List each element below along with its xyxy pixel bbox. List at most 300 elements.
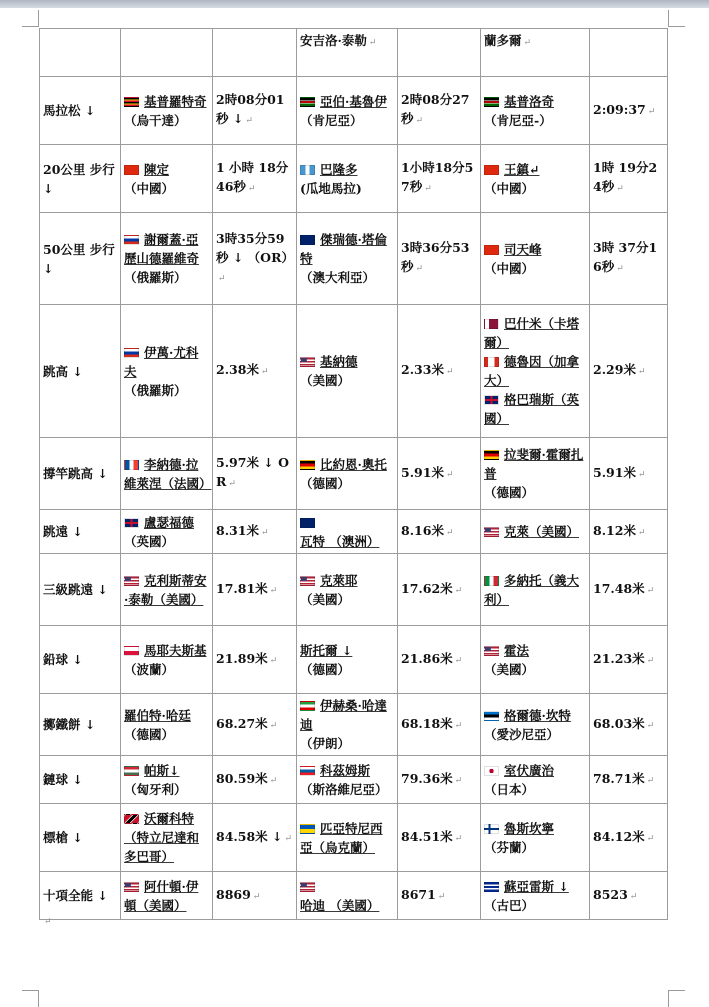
table-row [40,145,668,213]
athlete-line [484,571,586,609]
mark-cell-s[interactable] [398,77,481,145]
result-mark: 2.33米 [401,362,444,377]
result-mark: 8.16米 [401,522,444,538]
athlete-line [124,877,209,915]
crop-mark-top-right [668,10,685,27]
flag-ee-icon [484,711,499,721]
paragraph-mark: ↵ [228,479,236,489]
crop-mark-bottom-right [668,990,685,1007]
mark-cell-s[interactable] [398,145,481,213]
flag-ug-icon [124,97,139,107]
result-mark: 84.58米 ↓ [216,828,283,844]
flag-ru-icon [124,235,139,245]
athlete-line [484,92,586,111]
paragraph-mark: ↵ [445,367,454,377]
athlete-nation: （德國） [300,661,351,677]
athlete-name: 基納德 [320,354,358,369]
flag-gt-icon [300,165,315,175]
athlete-cell-s[interactable] [297,872,398,920]
athlete-name: 馬耶夫斯基 [144,642,207,658]
header-gold-mark-cell[interactable] [213,29,297,77]
result-mark: 8.31米 [216,522,259,538]
athlete-cell-g[interactable] [121,213,213,305]
athlete-nation: (瓜地馬拉) [300,180,362,196]
athlete-nation: （伊朗） [300,736,351,751]
athlete-line [124,455,212,493]
result-mark: 8671 [401,886,436,902]
flag-cn-icon [484,165,499,175]
athlete-cell-g[interactable] [121,510,213,554]
athlete-nation: （芬蘭） [484,839,535,855]
athlete-cell-b[interactable] [481,756,590,804]
paragraph-mark: ↵ [260,367,269,377]
result-mark: 5.97米 ↓ OR [216,455,290,489]
result-mark: 21.23米 [593,650,645,666]
athlete-nation: （德國） [124,726,175,742]
flag-us-icon [300,357,315,367]
athlete-cell-b[interactable] [481,626,590,694]
athlete-name: 伊萬·尤科夫 [124,344,199,379]
athlete-line [300,513,394,551]
athlete-name: 拉斐爾·霍爾扎普 [484,447,584,481]
paragraph-mark: ↵ [44,917,52,927]
athlete-cell-b[interactable] [481,872,590,920]
athlete-cell-s[interactable] [297,305,398,438]
flag-cn-icon [124,165,139,175]
header-silver-mark-cell[interactable] [398,29,481,77]
result-mark: 68.03米 [593,715,645,731]
flag-us-icon [484,527,499,537]
event-cell[interactable] [40,554,121,626]
athlete-line [124,706,209,725]
athlete-line [300,696,394,734]
mark-cell-g[interactable] [213,694,297,756]
athlete-line [300,819,394,857]
paragraph-mark: ↵ [646,655,655,666]
header-row [40,29,668,77]
event-name: 跳高 ↓ [43,363,83,379]
event-cell[interactable] [40,213,121,305]
paragraph-mark: ↵ [454,655,463,666]
result-mark: 84.51米 [401,828,453,844]
paragraph-mark: ↵ [646,775,655,786]
paragraph-mark: ↵ [629,891,638,902]
result-mark: 21.86米 [401,650,453,666]
athlete-name: 哈迪 （美國） [300,897,380,913]
paragraph-mark: ↵ [454,585,463,596]
athlete-line [484,240,586,259]
header-event-cell[interactable] [40,29,121,77]
athlete-line [484,445,586,483]
mark-cell-s[interactable] [398,756,481,804]
athlete-line [484,877,586,896]
result-mark: 3時36分53秒 [401,240,470,274]
crop-mark-bottom-left [22,990,39,1007]
event-cell[interactable] [40,305,121,438]
athlete-name: 基普羅特奇 [144,93,207,109]
athlete-name: 室伏廣治 [504,762,555,778]
result-mark: 2:09:37 [593,101,646,117]
athlete-cell-g[interactable] [121,872,213,920]
mark-cell-g[interactable] [213,305,297,438]
paragraph-mark: ↵ [269,720,278,731]
athlete-name: 斯托爾 ↓ [300,642,353,658]
athlete-nation: （美國） [300,591,351,607]
athlete-line [124,571,209,609]
flag-qa-icon [484,319,499,329]
event-cell[interactable] [40,804,121,872]
result-mark: 21.89米 [216,650,268,666]
athlete-cell-b[interactable] [481,438,590,510]
flag-us-icon [484,646,499,656]
athlete-nation: （德國） [300,475,351,491]
athlete-nation: （德國） [484,485,535,500]
mark-cell-b[interactable] [590,438,668,510]
result-mark: 2時08分01秒 ↓ [216,92,285,126]
paragraph-mark: ↵ [616,264,624,274]
athlete-nation: （肯尼亞） [300,112,363,128]
athlete-cell-g[interactable] [121,626,213,694]
athlete-line [300,761,394,780]
paragraph-mark: ↵ [269,585,278,596]
athlete-cell-g[interactable] [121,438,213,510]
athlete-name: 羅伯特·哈廷 [124,707,191,723]
mark-cell-s[interactable] [398,804,481,872]
event-cell[interactable] [40,872,121,920]
mark-cell-g[interactable] [213,213,297,305]
mark-cell-b[interactable] [590,213,668,305]
athlete-line [124,343,209,381]
mark-cell-s[interactable] [398,626,481,694]
athlete-line [124,230,209,268]
mark-cell-b[interactable] [590,756,668,804]
athlete-name: 克萊（美國） [504,524,580,539]
flag-de-icon [300,460,315,470]
event-name: 鏈球 ↓ [43,772,83,787]
paragraph-mark: ↵ [260,527,269,538]
athlete-name: 匹亞特尼西亞（烏克蘭） [300,820,383,855]
event-name: 三級跳遠 ↓ [43,582,108,597]
result-mark: 17.62米 [401,580,453,596]
result-mark: 79.36米 [401,770,453,786]
paragraph-mark: ↵ [637,527,646,538]
table-row [40,77,668,145]
event-cell[interactable] [40,510,121,554]
result-mark: 1時 19分24秒 [593,160,658,194]
athlete-cell-s[interactable] [297,438,398,510]
athlete-cell-b[interactable] [481,145,590,213]
athlete-name: 多納托（義大利） [484,572,580,607]
result-mark: 3時35分59秒 ↓ （OR） [216,230,294,265]
athlete-name: 盧瑟福德 [144,514,195,530]
mark-cell-s[interactable] [398,438,481,510]
mark-cell-b[interactable] [590,305,668,438]
athlete-name: 霍法 [504,642,530,658]
athlete-name: 克利斯蒂安·泰勒（美國） [124,572,207,607]
flag-au-icon [300,518,315,528]
athlete-cell-s[interactable] [297,804,398,872]
paragraph-mark: ↵ [415,264,424,274]
athlete-name: 瓦特 （澳洲） [300,533,380,549]
athlete-line [300,571,394,590]
athlete-cell-b[interactable] [481,77,590,145]
event-name: 跳遠 ↓ [43,524,83,539]
event-cell[interactable] [40,438,121,510]
athlete-cell-b[interactable] [481,694,590,756]
flag-tt-icon [124,814,139,824]
athlete-cell-s[interactable] [297,626,398,694]
result-mark: 2時08分27秒 [401,92,470,126]
result-mark: 84.12米 [593,828,645,844]
athlete-line [124,809,209,866]
flag-it-icon [484,576,499,586]
event-name: 20公里 步行↓ [43,161,115,196]
mark-cell-s[interactable] [398,694,481,756]
flag-ca-icon [484,357,499,367]
flag-fi-icon [484,824,499,834]
table-row [40,694,668,756]
result-mark: 17.81米 [216,580,268,596]
athlete-cell-g[interactable] [121,756,213,804]
athlete-name: 謝爾蓋·亞歷山德羅維奇 [124,232,200,266]
athlete-line [484,641,586,660]
flag-de-icon [484,450,499,460]
mark-cell-g[interactable] [213,872,297,920]
athlete-cell-b[interactable] [481,554,590,626]
flag-ru-icon [124,348,139,358]
athlete-cell-s[interactable] [297,145,398,213]
athlete-nation: （中國） [484,260,535,276]
athlete-line [300,641,394,660]
athlete-cell-b[interactable] [481,804,590,872]
athlete-line-extra [484,352,586,390]
paragraph-mark: ↵ [415,116,424,126]
paragraph-mark: ↵ [637,367,646,377]
paragraph-mark: ↵ [647,106,656,117]
paragraph-mark: ↵ [252,891,261,902]
event-name: 撐竿跳高 ↓ [43,466,108,481]
athlete-line [124,641,209,660]
athlete-line [300,230,394,268]
flag-us-icon [124,882,139,892]
header-silver-cell[interactable]: 安吉洛·泰勒 ↵ [297,29,398,77]
athlete-nation: （中國） [484,180,535,196]
athlete-cell-s[interactable] [297,756,398,804]
flag-gb-icon [484,395,499,405]
athlete-cell-b[interactable] [481,213,590,305]
header-gold-cell[interactable] [121,29,213,77]
table-row [40,438,668,510]
paragraph-mark: ↵ [646,833,655,844]
mark-cell-s[interactable] [398,510,481,554]
athlete-cell-g[interactable] [121,694,213,756]
paragraph-mark: ↵ [247,184,256,194]
event-name: 十項全能 ↓ [43,888,108,903]
athlete-nation: （肯尼亞-） [484,112,552,128]
athlete-name: 帕斯↓ [144,762,180,778]
flag-cu-icon [484,882,499,892]
athlete-line [484,160,586,179]
flag-au-icon [300,235,315,245]
mark-cell-b[interactable] [590,626,668,694]
flag-us-icon [124,576,139,586]
event-cell[interactable] [40,694,121,756]
mark-cell-g[interactable] [213,438,297,510]
header-bronze-cell[interactable]: 蘭多爾 ↵ [481,29,590,77]
flag-us-icon [300,882,315,892]
mark-cell-g[interactable] [213,554,297,626]
athlete-nation: （美國） [484,661,535,677]
paragraph-mark: ↵ [424,184,432,194]
athlete-nation: （美國） [300,373,351,388]
mark-cell-g[interactable] [213,626,297,694]
athlete-line [124,513,209,532]
athlete-name: 阿什頓·伊頓（美國） [124,878,199,913]
athlete-name: 基普洛奇 [504,93,555,109]
athlete-cell-g[interactable] [121,305,213,438]
athlete-cell-s[interactable] [297,510,398,554]
athlete-cell-g[interactable] [121,77,213,145]
athlete-name: 沃爾科特（特立尼達和多巴哥） [124,811,200,864]
athlete-name: 蘇亞雷斯 ↓ [504,878,569,894]
mark-cell-b[interactable] [590,804,668,872]
athlete-nation: （英國） [124,533,175,549]
paragraph-mark: ↵ [245,116,253,126]
athlete-nation: （波蘭） [124,661,175,677]
athlete-cell-s[interactable] [297,213,398,305]
mark-cell-s[interactable] [398,872,481,920]
result-mark: 3時 37分16秒 [593,240,658,274]
athlete-line [300,160,394,179]
mark-cell-g[interactable] [213,145,297,213]
event-name: 擲鐵餅 ↓ [43,717,96,732]
result-mark: 78.71米 [593,770,645,786]
mark-cell-b[interactable] [590,694,668,756]
table-row [40,756,668,804]
athlete-nation: （匈牙利） [124,781,187,797]
mark-cell-g[interactable] [213,77,297,145]
athlete-name: 王鎮↵ [504,161,540,177]
athlete-cell-b[interactable] [481,510,590,554]
paragraph-mark: ↵ [454,833,463,844]
athlete-name: 傑瑞德·塔倫特 [300,232,387,266]
flag-ua-icon [300,824,315,834]
flag-us-icon [300,576,315,586]
flag-cn-icon [484,245,499,255]
athlete-cell-s[interactable] [297,694,398,756]
athlete-name: 伊赫桑·哈達迪 [300,698,387,732]
athlete-name: 巴什米（卡塔爾） [484,316,580,350]
result-mark: 8523 [593,886,628,902]
paragraph-mark: ↵ [437,891,446,902]
athlete-name: 亞伯·基魯伊 [320,93,387,109]
event-name: 標槍 ↓ [43,830,83,845]
mark-cell-b[interactable] [590,554,668,626]
athlete-line-extra [484,390,586,428]
athlete-cell-b[interactable] [481,305,590,438]
athlete-name: 李納德·拉維萊涅（法國） [124,456,212,491]
athlete-name: 德魯因（加拿大） [484,354,580,388]
result-mark: 17.48米 [593,580,645,596]
mark-cell-g[interactable] [213,804,297,872]
athlete-name: 陳定 [144,161,170,177]
event-cell[interactable] [40,77,121,145]
window-top-bar [0,0,709,8]
result-mark: 80.59米 [216,770,268,786]
athlete-nation: （中國） [124,180,175,196]
athlete-cell-s[interactable] [297,554,398,626]
mark-cell-s[interactable] [398,554,481,626]
result-mark: 8.12米 [593,522,636,538]
athlete-name: 科茲姆斯 [320,762,371,778]
crop-mark-top-left [22,10,39,27]
mark-cell-b[interactable] [590,77,668,145]
table-row [40,554,668,626]
paragraph-mark: ↵ [445,527,454,538]
athlete-nation: （俄羅斯） [124,270,187,285]
flag-fr-icon [124,460,139,470]
athlete-name: 克萊耶 [320,572,358,588]
athlete-cell-s[interactable] [297,77,398,145]
result-mark: 68.18米 [401,715,453,731]
result-mark: 5.91米 [401,464,444,480]
athlete-nation: （日本） [484,781,535,797]
athlete-cell-g[interactable] [121,554,213,626]
paragraph-mark: ↵ [269,655,278,666]
mark-cell-g[interactable] [213,756,297,804]
athlete-line [300,877,394,915]
event-cell[interactable] [40,145,121,213]
paragraph-mark: ↵ [454,775,463,786]
athlete-nation: （澳大利亞） [300,270,376,285]
athlete-line [484,706,586,725]
header-bronze-mark-cell[interactable] [590,29,668,77]
table-row [40,872,668,920]
event-name: 50公里 步行↓ [43,241,115,276]
event-cell[interactable] [40,756,121,804]
athlete-name: 巴隆多 [320,161,358,177]
table-row [40,626,668,694]
results-table [39,28,668,920]
table-row [40,804,668,872]
flag-jp-icon [484,766,499,776]
mark-cell-b[interactable] [590,145,668,213]
athlete-line [484,819,586,838]
athlete-cell-g[interactable] [121,804,213,872]
paragraph-mark: ↵ [637,469,646,480]
mark-cell-s[interactable] [398,213,481,305]
result-mark: 8869 [216,886,251,902]
athlete-line [124,761,209,780]
event-cell[interactable] [40,626,121,694]
mark-cell-s[interactable] [398,305,481,438]
athlete-name: 魯斯坎寧 [504,820,555,836]
flag-ke-icon [484,97,499,107]
mark-cell-b[interactable] [590,510,668,554]
athlete-line [124,92,209,111]
athlete-line [484,522,586,541]
paragraph-mark: ↵ [445,469,454,480]
athlete-cell-g[interactable] [121,145,213,213]
paragraph-mark: ↵ [269,775,278,786]
event-name: 鉛球 ↓ [43,652,83,667]
flag-pl-icon [124,646,139,656]
mark-cell-b[interactable] [590,872,668,920]
athlete-nation: （烏干達） [124,112,187,128]
mark-cell-g[interactable] [213,510,297,554]
athlete-line [300,455,394,474]
paragraph-mark: ↵ [646,585,655,596]
